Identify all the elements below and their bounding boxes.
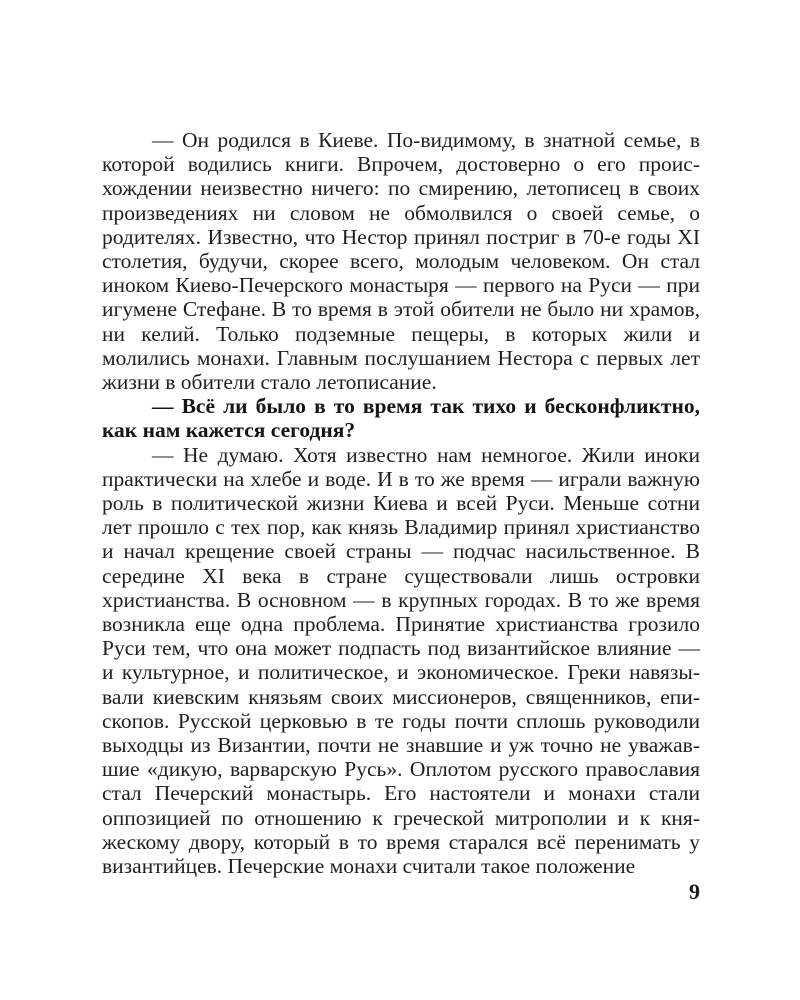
page-body-text	[102, 128, 700, 878]
answer-paragraph-1: — Он родился в Киеве. По-видимому, в знатной семье, в которой водились книги. Впрочем, достоверно о его происхождении неизвестно ничего: по смирению, летописец в своих произведениях ни словом не обмолвился о своей семье, о родителях. Известно, что Нестор принял постриг в 70-е годы XI столетия, будучи, скорее всего, молодым человеком. Он стал иноком Киево-Печерского монастыря — первого на Руси — при игумене Стефане. В то время в этой обители не было ни храмов, ни келий. Только подземные пещеры, в которых жили и молились монахи. Главным послушанием Нестора с первых лет жизни в обители стало летописание.	[102, 128, 700, 395]
answer-paragraph-2: — Не думаю. Хотя известно нам немногое. Жили иноки практически на хлебе и воде. И в то же время — играли важную роль в политической жизни Киева и всей Руси. Меньше сотни лет прошло с тех пор, как князь Владимир принял христианство и начал крещение своей страны — подчас насильственное. В середине XI века в стране существовали лишь островки христианства. В основном — в крупных городах. В то же время возникла еще одна проблема. Принятие христианства грозило Руси тем, что она может подпасть под византийское влияние — и культурное, и политическое, и экономическое. Греки навязывали киевским князьям своих миссионеров, священников, епископов. Русской церковью в те годы почти сплошь руководили выходцы из Византии, почти не знавшие и уж точно не уважавшие «дикую, варварскую Русь». Оплотом русского православия стал Печерский монастырь. Его настоятели и монахи стали оппозицией по отношению к греческой митрополии и к княжескому двору, который в то время старался всё перенимать у византийцев. Печерские монахи считали такое положение	[102, 442, 700, 879]
page-number: 9	[689, 879, 700, 904]
question-paragraph: — Всё ли было в то время так тихо и бесконфликтно, как нам кажется сегодня?	[102, 394, 700, 443]
